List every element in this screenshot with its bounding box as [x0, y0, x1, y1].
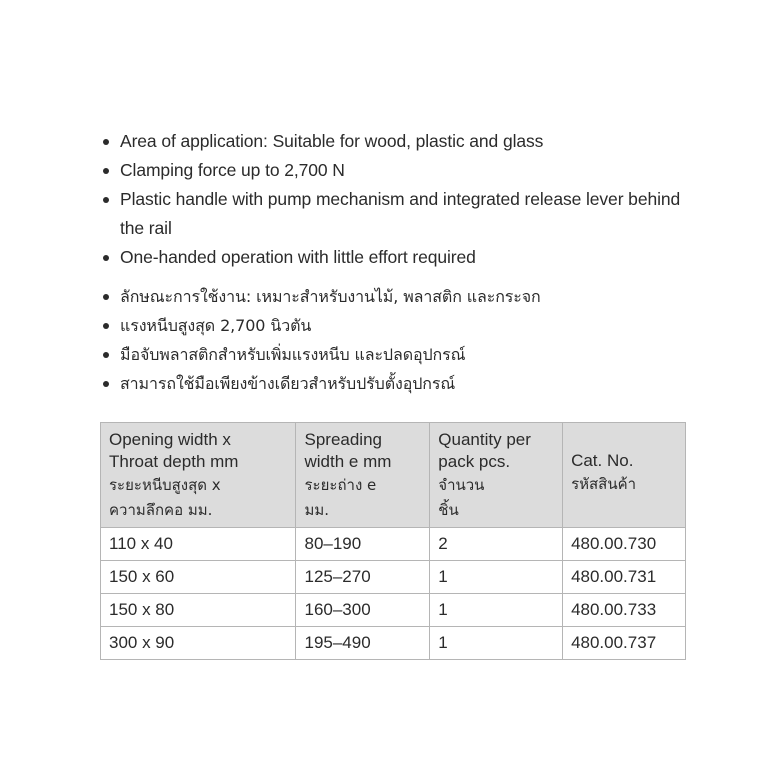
- feature-text: One-handed operation with little effort required: [120, 247, 476, 267]
- feature-item: [100, 127, 690, 156]
- header-label: width e mm: [304, 452, 392, 471]
- bullet-icon: [103, 294, 109, 300]
- bullet-icon: [103, 197, 109, 203]
- cell-quantity: 1: [430, 594, 563, 627]
- cell-opening: 300 x 90: [101, 627, 296, 660]
- feature-item: [100, 185, 690, 243]
- cell-spreading: 160–300: [296, 594, 430, 627]
- feature-item: [100, 243, 690, 272]
- header-spreading-width: [296, 423, 430, 528]
- cell-spreading: 195–490: [296, 627, 430, 660]
- product-features: [100, 127, 690, 398]
- header-label-thai: รหัสสินค้า: [571, 474, 637, 493]
- bullet-icon: [103, 323, 109, 329]
- header-label-thai: ความลึกคอ มม.: [109, 501, 213, 519]
- cell-cat-no: 480.00.730: [563, 528, 686, 561]
- bullet-icon: [103, 255, 109, 261]
- feature-item: [100, 156, 690, 185]
- cell-opening: 110 x 40: [101, 528, 296, 561]
- cell-spreading: 125–270: [296, 561, 430, 594]
- cell-quantity: 2: [430, 528, 563, 561]
- features-list-thai: [100, 282, 690, 398]
- feature-item: [100, 311, 690, 340]
- cell-opening: 150 x 80: [101, 594, 296, 627]
- feature-text: ลักษณะการใช้งาน: เหมาะสำหรับงานไม้, พลาสติก และกระจก: [120, 287, 541, 306]
- header-label: Quantity per: [438, 430, 531, 449]
- bullet-icon: [103, 381, 109, 387]
- cell-quantity: 1: [430, 561, 563, 594]
- header-cat-no: [563, 423, 686, 528]
- feature-text: Clamping force up to 2,700 N: [120, 160, 345, 180]
- cell-cat-no: 480.00.733: [563, 594, 686, 627]
- bullet-icon: [103, 139, 109, 145]
- header-label-thai: ระยะถ่าง e: [304, 476, 377, 494]
- header-label-thai: ชิ้น: [438, 501, 459, 519]
- cell-cat-no: 480.00.737: [563, 627, 686, 660]
- feature-text: Area of application: Suitable for wood, plastic and glass: [120, 131, 544, 151]
- header-label-thai: ระยะหนีบสูงสุด x: [109, 476, 221, 494]
- header-label: Spreading: [304, 430, 382, 449]
- features-list-english: [100, 127, 690, 272]
- header-label: Throat depth mm: [109, 452, 239, 471]
- feature-item: [100, 282, 690, 311]
- header-quantity: [430, 423, 563, 528]
- specification-table: [100, 422, 686, 660]
- bullet-icon: [103, 168, 109, 174]
- header-label-thai: มม.: [304, 501, 330, 519]
- header-label: Opening width x: [109, 430, 231, 449]
- header-label: Cat. No.: [571, 450, 634, 470]
- bullet-icon: [103, 352, 109, 358]
- table-row: [101, 627, 686, 660]
- header-label-thai: จำนวน: [438, 476, 485, 494]
- feature-text: Plastic handle with pump mechanism and integrated release lever behind the rail: [120, 189, 681, 238]
- feature-item: [100, 369, 690, 398]
- table-row: [101, 561, 686, 594]
- header-label: pack pcs.: [438, 452, 511, 471]
- cell-spreading: 80–190: [296, 528, 430, 561]
- table-row: [101, 594, 686, 627]
- table-row: [101, 528, 686, 561]
- feature-text: สามารถใช้มือเพียงข้างเดียวสำหรับปรับตั้งอุปกรณ์: [120, 374, 456, 393]
- feature-text: มือจับพลาสติกสำหรับเพิ่มแรงหนีบ และปลดอุปกรณ์: [120, 345, 466, 364]
- feature-text: แรงหนีบสูงสุด 2,700 นิวตัน: [120, 316, 312, 335]
- feature-item: [100, 340, 690, 369]
- cell-cat-no: 480.00.731: [563, 561, 686, 594]
- header-opening-width: [101, 423, 296, 528]
- cell-quantity: 1: [430, 627, 563, 660]
- cell-opening: 150 x 60: [101, 561, 296, 594]
- table-header-row: [101, 423, 686, 528]
